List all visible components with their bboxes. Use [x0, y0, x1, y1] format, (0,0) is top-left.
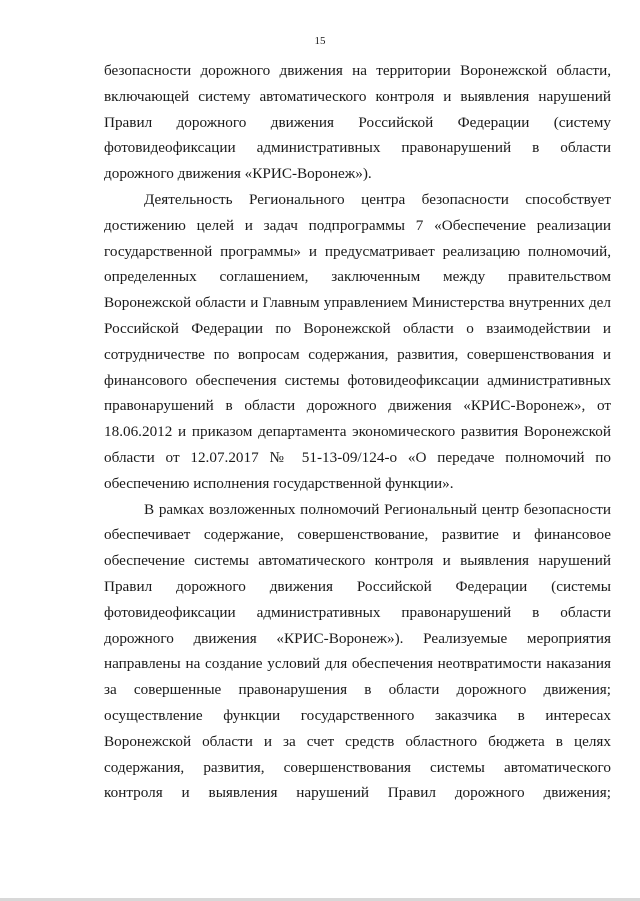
text-line: фотовидеофиксации административных правонарушений в области — [104, 603, 611, 621]
text-line: контроля и выявления нарушений Правил дорожного движения; — [104, 784, 611, 802]
text-line: сотрудничестве по вопросам содержания, развития, совершенствования и — [104, 345, 611, 363]
text-line: содержания, развития, совершенствования системы автоматического — [104, 758, 611, 776]
text-line: дорожного движения «КРИС-Воронеж»). Реализуемые мероприятия — [104, 629, 611, 647]
paragraph — [104, 187, 611, 497]
text-line: Деятельность Регионального центра безопасности способствует — [144, 190, 611, 208]
text-line: 18.06.2012 и приказом департамента экономического развития Воронежской — [104, 423, 611, 441]
text-line: обеспечивает содержание, совершенствование, развитие и финансовое — [104, 526, 611, 544]
text-line: государственной программы» и предусматривает реализацию полномочий, — [104, 242, 611, 260]
text-line: достижению целей и задач подпрограммы 7 «Обеспечение реализации — [104, 216, 611, 234]
text-line: Правил дорожного движения Российской Федерации (систему — [104, 113, 611, 131]
text-line: Правил дорожного движения Российской Федерации (системы — [104, 577, 611, 595]
text-line: обеспечение системы автоматического контроля и выявления нарушений — [104, 552, 611, 570]
text-line: обеспечению исполнения государственной функции». — [104, 474, 454, 492]
text-line: Российской Федерации по Воронежской области о взаимодействии и — [104, 319, 611, 337]
text-line: включающей систему автоматического контроля и выявления нарушений — [104, 87, 611, 105]
text-line: за совершенные правонарушения в области дорожного движения; — [104, 681, 611, 699]
page-number: 15 — [314, 35, 326, 47]
text-line: определенных соглашением, заключенным между правительством — [104, 268, 611, 286]
text-line: безопасности дорожного движения на территории Воронежской области, — [104, 62, 611, 79]
text-line: направлены на создание условий для обеспечения неотвратимости наказания — [104, 655, 611, 673]
text-line: осуществление функции государственного заказчика в интересах — [104, 706, 611, 724]
text-line: финансового обеспечения системы фотовидеофиксации административных — [104, 371, 611, 389]
paragraph — [104, 497, 611, 807]
paragraph — [104, 58, 611, 187]
text-line: дорожного движения «КРИС-Воронеж»). — [104, 165, 372, 183]
text-line: правонарушений в области дорожного движения «КРИС-Воронеж», от — [104, 397, 611, 415]
text-line: фотовидеофиксации административных правонарушений в области — [104, 139, 611, 157]
text-line: Воронежской области и за счет средств областного бюджета в целях — [104, 732, 611, 750]
document-body — [104, 58, 611, 806]
text-line: Воронежской области и Главным управлением Министерства внутренних дел — [104, 294, 611, 312]
text-line: области от 12.07.2017 № 51-13-09/124-о «О передаче полномочий по — [104, 448, 611, 466]
text-line: В рамках возложенных полномочий Региональный центр безопасности — [144, 500, 611, 518]
